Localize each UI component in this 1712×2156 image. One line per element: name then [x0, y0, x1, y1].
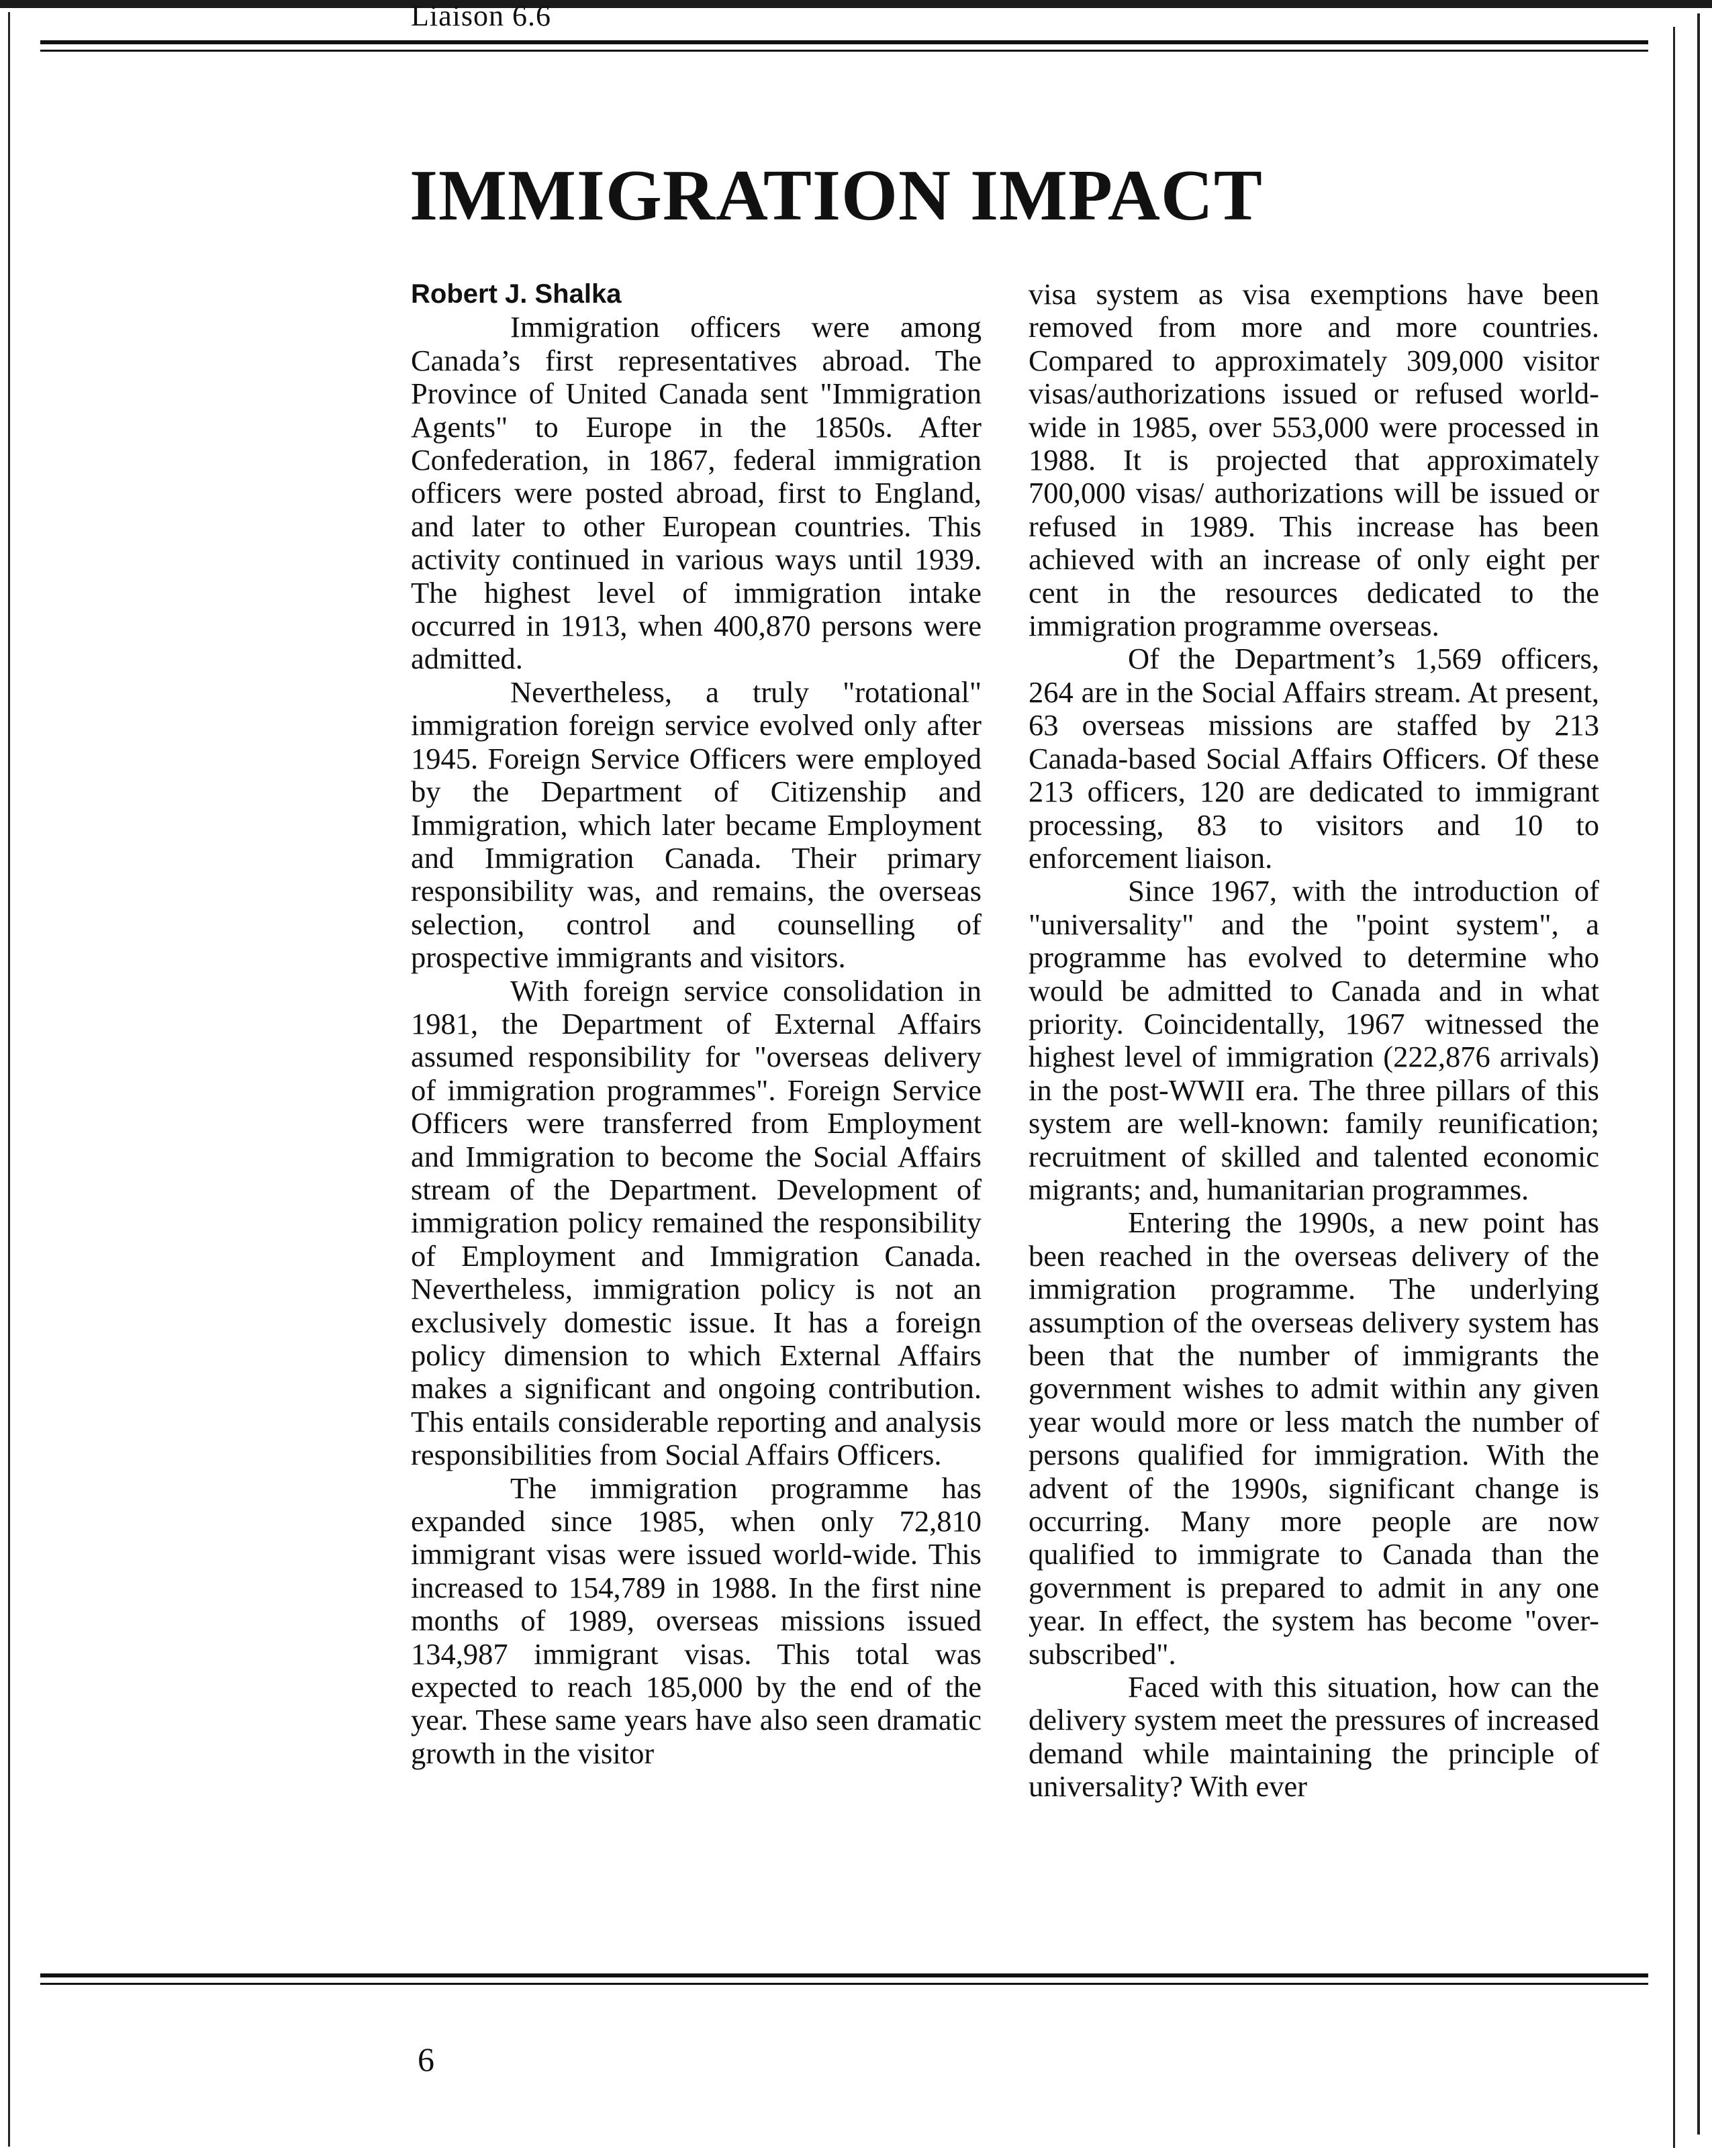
article-title: IMMIGRATION IMPACT [410, 156, 1263, 236]
paragraph: Immigration officers were among Canada’s first representatives abroad. The Province of United Canada sent "Immigration Agents" to Europe in the 1850s. After Confederation, in 1867, federal immigration officers were posted abroad, first to England, and later to other European countries. This activity continued in various ways until 1939. The highest level of immigration intake occurred in 1913, when 400,870 persons were admitted. [411, 310, 982, 676]
paragraph: Faced with this situation, how can the delivery system meet the pressures of increased demand while maintaining the principle of universality? With ever [1029, 1670, 1599, 1804]
paragraph: Nevertheless, a truly "rotational" immigration foreign service evolved only after 1945. Foreign Service Officers were employed by the Department of Citizenship and Immigration, which later became Employment and Immigration Canada. Their primary responsibility was, and remains, the overseas selection, control and counselling of prospective immigrants and visitors. [411, 675, 982, 975]
paragraph: The immigration programme has expanded since 1985, when only 72,810 immigrant visas were issued world-wide. This increased to 154,789 in 1988. In the first nine months of 1989, overseas missions issued 134,987 immigrant visas. This total was expected to reach 185,000 by the end of the year. These same years have also seen dramatic growth in the visitor [411, 1471, 982, 1770]
right-column [1029, 278, 1599, 1804]
scan-margin-line-left [8, 12, 10, 2147]
left-column [411, 278, 982, 1770]
paragraph-continued: visa system as visa exemptions have been removed from more and more countries. Compared to approximately 309,000 visitor visas/authorizations issued or refused world-wide in 1985, over 553,000 were processed in 1988. It is projected that approximately 700,000 visas/ authorizations will be issued or refused in 1989. This increase has been achieved with an increase of only eight per cent in the resources dedicated to the immigration programme overseas. [1029, 277, 1599, 643]
scan-margin-line-right [1673, 27, 1675, 2148]
footer-rule-thin [40, 1983, 1648, 1985]
paragraph: Of the Department’s 1,569 officers, 264 are in the Social Affairs stream. At present, 63 overseas missions are staffed by 213 Canada-based Social Affairs Officers. Of these 213 officers, 120 are dedicated to immigrant processing, 83 to visitors and 10 to enforcement liaison. [1029, 642, 1599, 875]
page-number: 6 [418, 2041, 434, 2078]
paragraph: Since 1967, with the introduction of "universality" and the "point system", a programme has evolved to determine who would be admitted to Canada and in what priority. Coincidentally, 1967 witnessed the highest level of immigration (222,876 arrivals) in the post-WWII era. The three pillars of this system are well-known: family reunification; recruitment of skilled and talented economic migrants; and, humanitarian programmes. [1029, 874, 1599, 1206]
footer-rule-thick [40, 1973, 1648, 1977]
running-head: Liaison 6.6 [411, 1, 551, 27]
paragraph: Entering the 1990s, a new point has been reached in the overseas delivery of the immigration programme. The underlying assumption of the overseas delivery system has been that the number of immigrants the government wishes to admit within any given year would more or less match the number of persons qualified for immigration. With the advent of the 1990s, significant change is occurring. Many more people are now qualified to immigrate to Canada than the government is prepared to admit in any one year. In effect, the system has become "over-subscribed". [1029, 1206, 1599, 1671]
scan-edge [0, 0, 1712, 8]
paragraph: With foreign service consolidation in 1981, the Department of External Affairs assumed responsibility for "overseas delivery of immigration programmes". Foreign Service Officers were transferred from Employment and Immigration to become the Social Affairs stream of the Department. Development of immigration policy remained the responsibility of Employment and Immigration Canada. Nevertheless, immigration policy is not an exclusively domestic issue. It has a foreign policy dimension to which External Affairs makes a significant and ongoing contribution. This entails considerable reporting and analysis responsibilities from Social Affairs Officers. [411, 973, 982, 1472]
header-rule-thin [40, 50, 1648, 52]
header-rule-thick [40, 40, 1648, 44]
scan-margin-line-right-outer [1697, 13, 1700, 2135]
author-byline: Robert J. Shalka [411, 279, 622, 309]
